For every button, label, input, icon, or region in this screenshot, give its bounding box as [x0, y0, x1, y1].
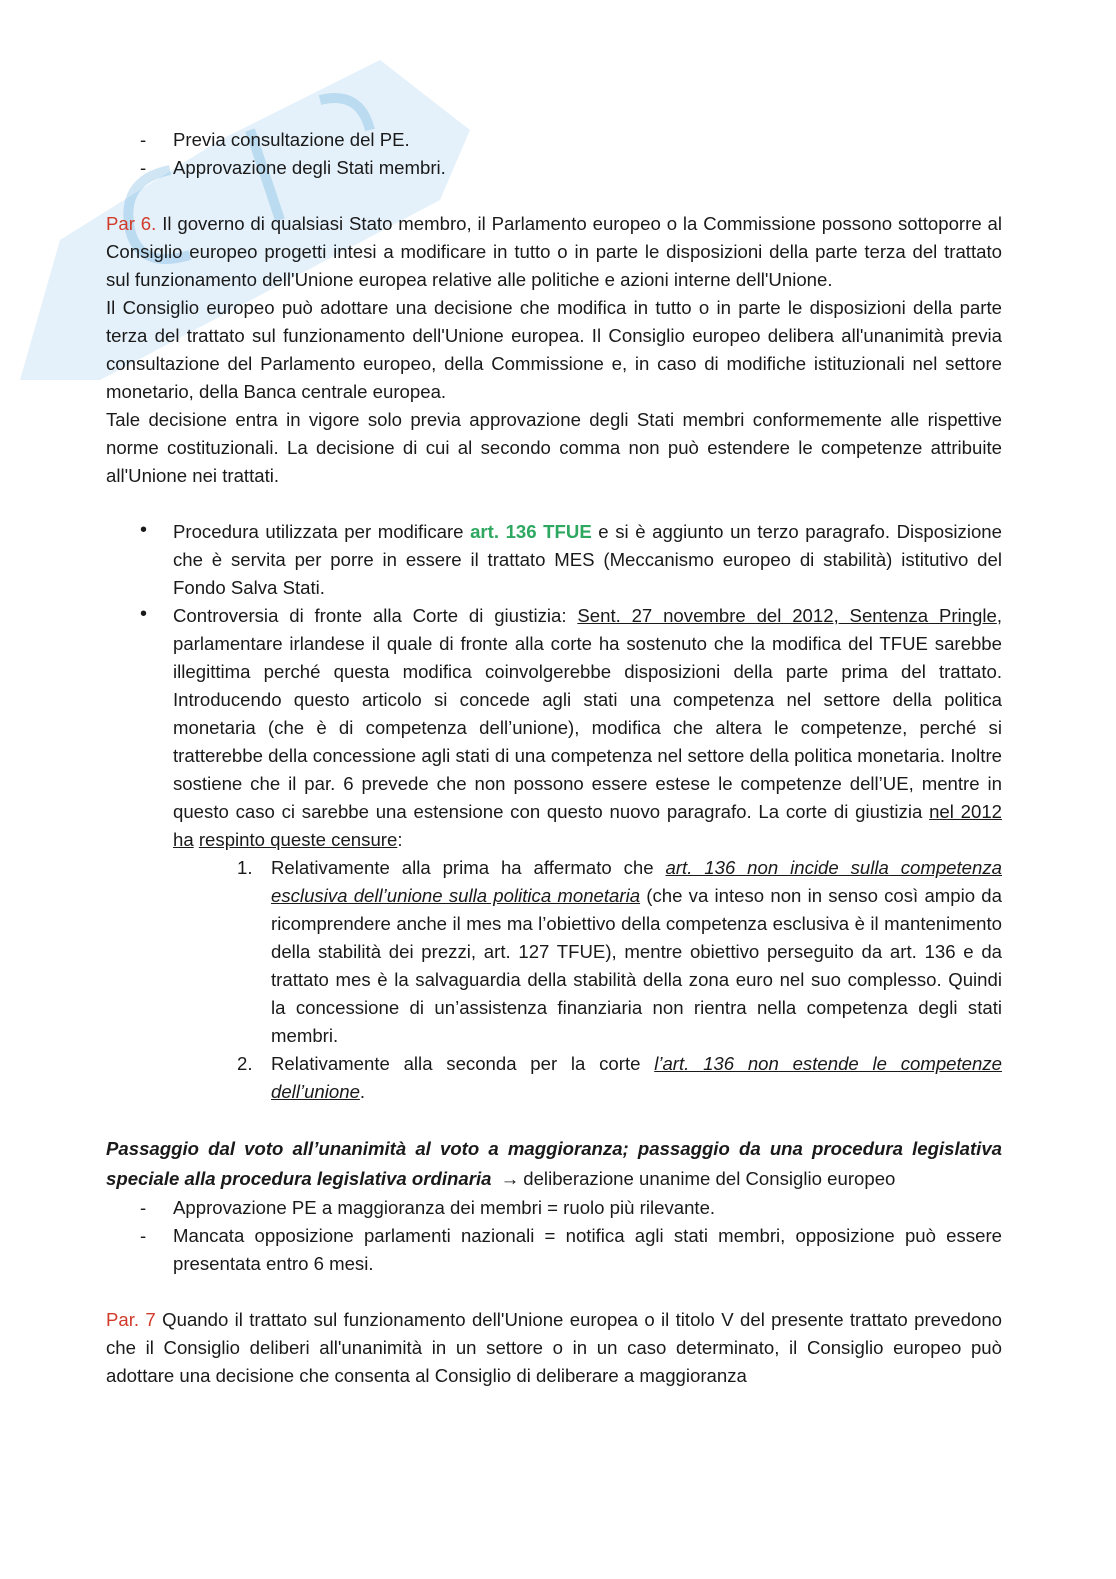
item-pre: Relativamente alla seconda per la corte: [271, 1053, 655, 1074]
bullet1-post: e si è aggiunto un terzo paragrafo. Disposizione che è servita per porre in essere il trattato MES (Meccanismo europeo di stabilità) istitutivo del Fondo Salva Stati.: [173, 521, 1002, 598]
passaggio-bold: Passaggio dal voto all’unanimità al voto a maggioranza; passaggio da una procedura legislativa speciale alla procedura legislativa ordinaria: [106, 1138, 1002, 1189]
item-emphasis: art. 136 non incide sulla competenza esclusiva dell’unione sulla politica monetaria: [271, 857, 1003, 906]
list-item: - Mancata opposizione parlamenti nazionali = notifica agli stati membri, opposizione può essere presentata entro 6 mesi.: [106, 1222, 1002, 1278]
numbered-list: [173, 854, 1002, 1106]
par7-text: Quando il trattato sul funzionamento dell'Unione europea o il titolo V del presente trattato prevedono che il Consiglio deliberi all'unanimità in un settore o in un caso determinato, il Consiglio europeo può adottare una decisione che consenta al Consiglio di deliberare a maggioranza: [106, 1309, 1002, 1386]
bullet2-pre: Controversia di fronte alla Corte di giustizia:: [173, 605, 578, 626]
dash-list-bottom: [106, 1194, 1002, 1278]
par6-label: Par 6.: [106, 213, 157, 234]
item-pre: Relativamente alla prima ha affermato che: [271, 857, 666, 878]
item-post: (che va inteso non in senso così ampio da ricomprendere anche il mes ma l’obiettivo della competenza esclusiva è il mantenimento della stabilità dei prezzi, art. 127 TFUE), mentre obiettivo perseguito da art. 136 e da trattato mes è la salvaguardia della stabilità della zona euro nel suo complesso. Quindi la concessione di un’assistenza finanziaria non rientra nella competenza degli stati membri.: [271, 885, 1002, 1046]
document-page: [106, 126, 1002, 1390]
bullet2-end: :: [397, 829, 403, 850]
item-post: .: [359, 1081, 366, 1102]
bullet2-mid: , parlamentare irlandese il quale di fronte alla corte ha sostenuto che la modifica del TFUE sarebbe illegittima perché questa modifica coinvolgerebbe disposizioni della parte prima del trattato. Introducendo questo articolo si concede agli stati una competenza nel settore della politica monetaria (che è di competenza dell’unione), modifica che altera le competenze, perché si tratterebbe della concessione agli stati di una competenza nel settore della politica monetaria. Inoltre sostiene che il par. 6 prevede che non possono essere estese le competenze dell’UE, mentre in questo caso ci sarebbe una estensione con questo nuovo paragrafo. La corte di giustizia: [173, 605, 1002, 822]
arrow-right-icon: →: [500, 1168, 520, 1189]
bullet2-underline-1: nel 2012 ha: [173, 801, 1003, 850]
item-emphasis: l’art. 136 non estende le competenze dell’unione: [271, 1053, 1002, 1102]
bullet-item: [106, 518, 1002, 602]
list-item: - Previa consultazione del PE.: [106, 126, 1002, 154]
paragraph-par6: [106, 210, 1002, 294]
bullet-item: [106, 602, 1002, 1106]
passaggio-rest: deliberazione unanime del Consiglio europeo: [523, 1168, 896, 1189]
passaggio-heading: [106, 1134, 1002, 1194]
dash-list-top: [106, 126, 1002, 182]
par6-text: Il governo di qualsiasi Stato membro, il Parlamento europeo o la Commissione possono sottoporre al Consiglio europeo progetti intesi a modificare in tutto o in parte le disposizioni della parte terza del trattato sul funzionamento dell'Unione europea relative alle politiche e azioni interne dell'Unione.: [106, 213, 1003, 290]
par7-label: Par. 7: [106, 1309, 156, 1330]
paragraph-par6-2: Il Consiglio europeo può adottare una decisione che modifica in tutto o in parte le disposizioni della parte terza del trattato sul funzionamento dell'Unione europea. Il Consiglio europeo delibera all'unanimità previa consultazione del Parlamento europeo, della Commissione e, in caso di modifiche istituzionali nel settore monetario, della Banca centrale europea.: [106, 297, 1002, 402]
list-item: - Approvazione PE a maggioranza dei membri = ruolo più rilevante.: [106, 1194, 1002, 1222]
paragraph-par6-3: Tale decisione entra in vigore solo previa approvazione degli Stati membri conformemente alle rispettive norme costituzionali. La decisione di cui al secondo comma non può estendere le competenze attribuite all'Unione nei trattati.: [106, 409, 1002, 486]
bullet-list: [106, 518, 1002, 1106]
paragraph-par7: [106, 1306, 1002, 1390]
sentence-reference: Sent. 27 novembre del 2012, Sentenza Pringle: [577, 605, 997, 626]
bullet1-pre: Procedura utilizzata per modificare: [173, 521, 471, 542]
bullet2-underline-2: respinto queste censure: [198, 829, 398, 850]
numbered-item: [173, 854, 1002, 1050]
art-136-reference: art. 136 TFUE: [470, 521, 592, 542]
item-number: 2.: [237, 1053, 253, 1074]
numbered-item: [173, 1050, 1002, 1106]
item-number: 1.: [237, 857, 253, 878]
list-item: - Approvazione degli Stati membri.: [106, 154, 1002, 182]
